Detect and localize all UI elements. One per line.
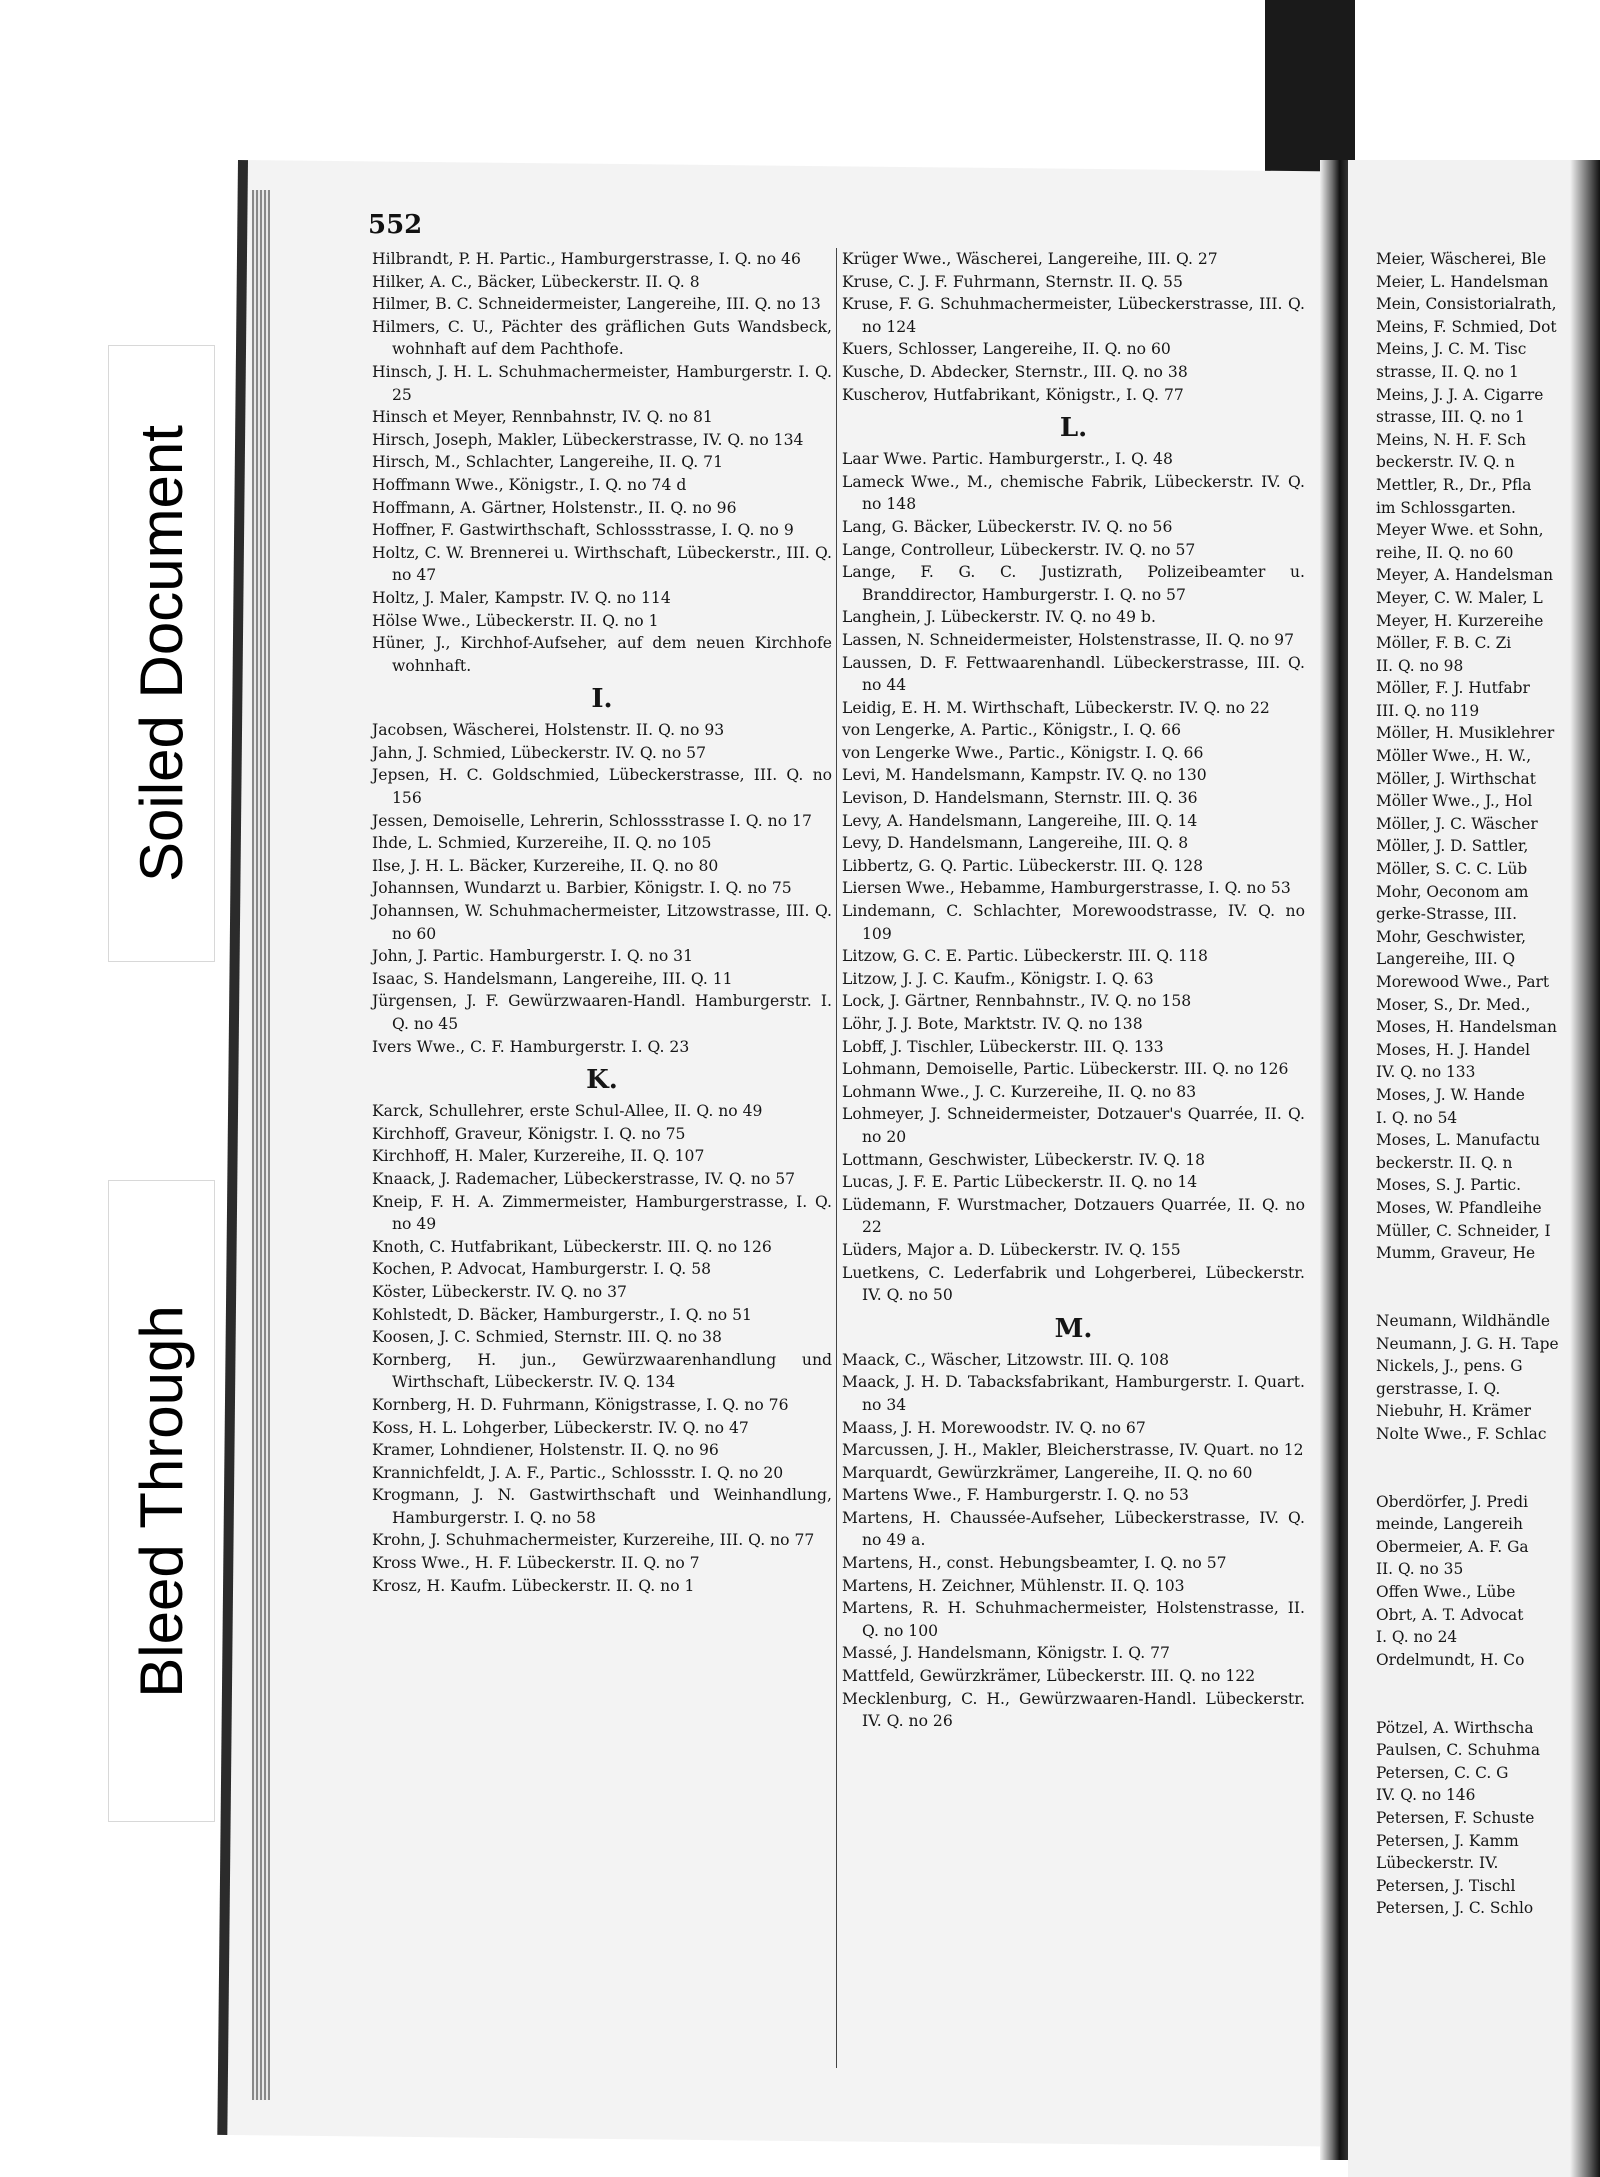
directory-entry: Krüger Wwe., Wäscherei, Langereihe, III. Q. 27 (842, 250, 1218, 268)
directory-entry: Moses, L. Manufactu (1376, 1131, 1541, 1150)
directory-entry: Maack, J. H. D. Tabacksfabrikant, Hamburgerstr. I. Quart. no 34 (842, 1373, 1305, 1414)
directory-entry: Kornberg, H. jun., Gewürzwaarenhandlung und Wirthschaft, Lübeckerstr. IV. Q. 134 (372, 1350, 832, 1392)
spacer (1376, 1445, 1600, 1468)
book-gutter (1320, 160, 1348, 2160)
directory-entry: Kuscherov, Hutfabrikant, Königstr., I. Q. 77 (842, 385, 1184, 404)
directory-entry: Meier, Wäscherei, Ble (1376, 250, 1547, 268)
directory-entry: Lucas, J. F. E. Partic Lübeckerstr. II. Q. no 14 (842, 1173, 1198, 1192)
directory-entry: Karck, Schullehrer, erste Schul-Allee, II. Q. no 49 (372, 1102, 763, 1121)
directory-entry: Obermeier, A. F. Ga (1376, 1537, 1529, 1556)
directory-entry: Mein, Consistorialrath, (1376, 295, 1557, 314)
directory-entry: Lübeckerstr. IV. (1376, 1854, 1499, 1873)
directory-entry: Martens, R. H. Schuhmachermeister, Holstenstrasse, II. Q. no 100 (842, 1599, 1305, 1640)
directory-entry: Krohn, J. Schuhmachermeister, Kurzereihe, III. Q. no 77 (372, 1531, 815, 1550)
directory-entry: Mohr, Oeconom am (1376, 882, 1529, 901)
directory-entry: Hilmer, B. C. Schneidermeister, Langereihe, III. Q. no 13 (372, 295, 821, 314)
directory-entry: strasse, III. Q. no 1 (1376, 408, 1525, 427)
directory-entry: Ivers Wwe., C. F. Hamburgerstr. I. Q. 23 (372, 1037, 690, 1056)
directory-entry: Kirchhoff, Graveur, Königstr. I. Q. no 75 (372, 1124, 686, 1143)
directory-entry: von Lengerke, A. Partic., Königstr., I. Q. 66 (842, 721, 1182, 740)
directory-entry: Lüdemann, F. Wurstmacher, Dotzauers Quarrée, II. Q. no 22 (842, 1195, 1305, 1237)
directory-entry: Moses, H. J. Handel (1376, 1040, 1531, 1059)
directory-entry: Lüders, Major a. D. Lübeckerstr. IV. Q. 155 (842, 1240, 1181, 1259)
directory-entry: Langereihe, III. Q (1376, 950, 1516, 969)
directory-entry: Leidig, E. H. M. Wirthschaft, Lübeckerstr. IV. Q. no 22 (842, 698, 1270, 717)
directory-entry: Kneip, F. H. A. Zimmermeister, Hamburgerstrasse, I. Q. no 49 (372, 1192, 832, 1234)
bleed-through-text: Bleed Through (128, 1304, 195, 1698)
middle-column (842, 248, 1305, 1733)
directory-entry: Koosen, J. C. Schmied, Sternstr. III. Q. no 38 (372, 1328, 722, 1347)
directory-entry: Lohmann, Demoiselle, Partic. Lübeckerstr. III. Q. no 126 (842, 1060, 1289, 1079)
section-heading: L. (1059, 413, 1088, 444)
directory-entry: Maack, C., Wäscher, Litzowstr. III. Q. 108 (842, 1350, 1170, 1369)
directory-entry: Moses, S. J. Partic. (1376, 1176, 1522, 1195)
section-heading: K. (586, 1065, 618, 1096)
directory-entry: Marcussen, J. H., Makler, Bleicherstrasse, IV. Quart. no 12 (842, 1441, 1304, 1460)
directory-entry: Hoffmann Wwe., Königstr., I. Q. no 74 d (372, 475, 687, 494)
page-number: 552 (368, 210, 423, 240)
directory-entry: Libbertz, G. Q. Partic. Lübeckerstr. III. Q. 128 (842, 856, 1204, 875)
bleed-through-label (108, 1180, 215, 1822)
directory-entry: Meyer, A. Handelsman (1376, 566, 1553, 585)
directory-entry: Morewood Wwe., Part (1376, 973, 1550, 991)
directory-entry: Möller Wwe., H. W., (1376, 747, 1532, 766)
directory-entry: Moses, J. W. Hande (1376, 1085, 1525, 1104)
directory-entry: Laussen, D. F. Fettwaarenhandl. Lübeckerstrasse, III. Q. no 44 (842, 653, 1305, 695)
directory-entry: Nickels, J., pens. G (1376, 1357, 1523, 1376)
directory-entry: Langhein, J. Lübeckerstr. IV. Q. no 49 b. (842, 608, 1156, 627)
directory-entry: Holtz, C. W. Brennerei u. Wirthschaft, Lübeckerstr., III. Q. no 47 (372, 543, 832, 585)
directory-entry: Köster, Lübeckerstr. IV. Q. no 37 (372, 1282, 627, 1301)
directory-entry: Mumm, Graveur, He (1376, 1244, 1536, 1263)
directory-entry: Krogmann, J. N. Gastwirthschaft und Weinhandlung, Hamburgerstr. I. Q. no 58 (372, 1486, 832, 1527)
directory-entry: Jahn, J. Schmied, Lübeckerstr. IV. Q. no 57 (372, 743, 707, 762)
section-heading: M. (1054, 1313, 1093, 1344)
directory-entry: Levy, D. Handelsmann, Langereihe, III. Q. 8 (842, 834, 1189, 853)
directory-entry: Martens Wwe., F. Hamburgerstr. I. Q. no 53 (842, 1486, 1189, 1505)
directory-entry: Kruse, F. G. Schuhmachermeister, Lübeckerstrasse, III. Q. no 124 (842, 295, 1305, 336)
directory-entry: Litzow, J. J. C. Kaufm., Königstr. I. Q. 63 (842, 969, 1154, 988)
directory-entry: Lobff, J. Tischler, Lübeckerstr. III. Q. 133 (842, 1037, 1164, 1056)
directory-entry: Petersen, J. Tischl (1376, 1876, 1516, 1895)
directory-entry: Lohmeyer, J. Schneidermeister, Dotzauer's Quarrée, II. Q. no 20 (842, 1105, 1305, 1146)
directory-entry: II. Q. no 98 (1376, 656, 1464, 675)
directory-entry: Paulsen, C. Schuhma (1376, 1741, 1541, 1760)
directory-entry: Möller Wwe., J., Hol (1376, 792, 1533, 811)
directory-entry: III. Q. no 119 (1376, 701, 1480, 720)
directory-entry: Levy, A. Handelsmann, Langereihe, III. Q. 14 (842, 811, 1198, 830)
directory-entry: Meyer, H. Kurzereihe (1376, 611, 1544, 630)
directory-entry: Möller, J. D. Sattler, (1376, 837, 1529, 856)
directory-entry: Hinsch et Meyer, Rennbahnstr, IV. Q. no 81 (372, 408, 713, 427)
directory-entry: Lohmann Wwe., J. C. Kurzereihe, II. Q. no 83 (842, 1082, 1197, 1101)
directory-entry: Möller, F. B. C. Zi (1376, 634, 1512, 653)
directory-entry: meinde, Langereih (1376, 1515, 1523, 1534)
directory-entry: Lange, Controlleur, Lübeckerstr. IV. Q. no 57 (842, 540, 1196, 559)
directory-entry: beckerstr. II. Q. n (1376, 1153, 1513, 1172)
directory-entry: im Schlossgarten. (1376, 498, 1516, 517)
directory-entry: Moses, H. Handelsman (1376, 1018, 1557, 1037)
directory-entry: Lang, G. Bäcker, Lübeckerstr. IV. Q. no 56 (842, 517, 1173, 536)
directory-entry: Möller, J. C. Wäscher (1376, 814, 1538, 833)
directory-entry: Löhr, J. J. Bote, Marktstr. IV. Q. no 138 (842, 1015, 1143, 1033)
directory-entry: Hilker, A. C., Bäcker, Lübeckerstr. II. Q. 8 (372, 272, 700, 291)
directory-entry: Jacobsen, Wäscherei, Holstenstr. II. Q. no 93 (372, 721, 725, 740)
directory-entry: Martens, H. Chaussée-Aufseher, Lübeckerstrasse, IV. Q. no 49 a. (842, 1508, 1305, 1550)
directory-entry: Möller, S. C. C. Lüb (1376, 860, 1528, 879)
directory-entry: Kruse, C. J. F. Fuhrmann, Sternstr. II. Q. 55 (842, 272, 1183, 291)
directory-entry: Knoth, C. Hutfabrikant, Lübeckerstr. III. Q. no 126 (372, 1237, 772, 1256)
directory-entry: von Lengerke Wwe., Partic., Königstr. I. Q. 66 (842, 743, 1204, 762)
directory-entry: Hüner, J., Kirchhof-Aufseher, auf dem neuen Kirchhofe wohnhaft. (372, 634, 832, 675)
directory-entry: Meyer Wwe. et Sohn, (1376, 521, 1544, 540)
directory-entry: Müller, C. Schneider, I (1376, 1221, 1551, 1240)
directory-entry: Mohr, Geschwister, (1376, 927, 1527, 946)
directory-entry: Kusche, D. Abdecker, Sternstr., III. Q. no 38 (842, 362, 1188, 381)
spacer (1376, 1671, 1600, 1694)
directory-entry: Ordelmundt, H. Co (1376, 1650, 1525, 1669)
directory-entry: Luetkens, C. Lederfabrik und Lohgerberei, Lübeckerstr. IV. Q. no 50 (842, 1263, 1305, 1305)
directory-entry: gerke-Strasse, III. (1376, 905, 1518, 924)
directory-entry: Massé, J. Handelsmann, Königstr. I. Q. 77 (842, 1644, 1170, 1663)
directory-entry: Neumann, J. G. H. Tape (1376, 1334, 1559, 1353)
directory-entry: reihe, II. Q. no 60 (1376, 543, 1514, 562)
directory-entry: IV. Q. no 133 (1376, 1063, 1476, 1082)
directory-entry: Kramer, Lohndiener, Holstenstr. II. Q. no 96 (372, 1441, 719, 1460)
directory-entry: Ilse, J. H. L. Bäcker, Kurzereihe, II. Q. no 80 (372, 856, 719, 875)
directory-entry: Koss, H. L. Lohgerber, Lübeckerstr. IV. Q. no 47 (372, 1418, 749, 1437)
directory-entry: Jürgensen, J. F. Gewürzwaaren-Handl. Hamburgerstr. I. Q. no 45 (372, 992, 832, 1033)
column-divider (836, 248, 837, 2068)
directory-entry: Neumann, Wildhändle (1376, 1311, 1550, 1330)
directory-entry: Lock, J. Gärtner, Rennbahnstr., IV. Q. no 158 (842, 992, 1192, 1011)
directory-entry: Lottmann, Geschwister, Lübeckerstr. IV. Q. 18 (842, 1150, 1206, 1169)
directory-entry: Mettler, R., Dr., Pfla (1376, 475, 1532, 494)
spacer (1376, 1265, 1600, 1288)
directory-entry: Meins, F. Schmied, Dot (1376, 317, 1557, 336)
directory-entry: Oberdörfer, J. Predi (1376, 1492, 1529, 1511)
directory-entry: Moser, S., Dr. Med., (1376, 995, 1531, 1014)
directory-entry: Moses, W. Pfandleihe (1376, 1198, 1542, 1217)
directory-entry: Hirsch, M., Schlachter, Langereihe, II. Q. 71 (372, 453, 723, 472)
spacer (1376, 1468, 1600, 1491)
directory-entry: Hilbrandt, P. H. Partic., Hamburgerstrasse, I. Q. no 46 (372, 250, 801, 268)
directory-entry: Kochen, P. Advocat, Hamburgerstr. I. Q. 58 (372, 1260, 712, 1279)
directory-entry: Kuers, Schlosser, Langereihe, II. Q. no 60 (842, 340, 1171, 359)
soiled-document-label (108, 345, 215, 962)
directory-entry: Kross Wwe., H. F. Lübeckerstr. II. Q. no 7 (372, 1554, 700, 1573)
directory-entry: Meins, N. H. F. Sch (1376, 430, 1526, 449)
directory-entry: Jepsen, H. C. Goldschmied, Lübeckerstrasse, III. Q. no 156 (372, 766, 832, 808)
left-column (372, 248, 832, 1597)
directory-entry: Johannsen, W. Schuhmachermeister, Litzowstrasse, III. Q. no 60 (372, 902, 832, 943)
directory-entry: Ihde, L. Schmied, Kurzereihe, II. Q. no 105 (372, 834, 712, 853)
directory-entry: beckerstr. IV. Q. n (1376, 453, 1515, 472)
directory-entry: Möller, J. Wirthschat (1376, 769, 1536, 788)
directory-entry: Meins, J. C. M. Tisc (1376, 340, 1527, 359)
directory-entry: Petersen, F. Schuste (1376, 1808, 1535, 1827)
directory-entry: Niebuhr, H. Krämer (1376, 1402, 1531, 1421)
page-edge (252, 190, 270, 2100)
directory-entry: Pötzel, A. Wirthscha (1376, 1718, 1534, 1737)
spacer (1376, 1287, 1600, 1310)
directory-entry: I. Q. no 54 (1376, 1108, 1458, 1127)
directory-entry: Kornberg, H. D. Fuhrmann, Königstrasse, I. Q. no 76 (372, 1395, 789, 1414)
directory-entry: Levi, M. Handelsmann, Kampstr. IV. Q. no 130 (842, 766, 1207, 785)
directory-entry: I. Q. no 24 (1376, 1628, 1458, 1647)
directory-entry: Martens, H. Zeichner, Mühlenstr. II. Q. 103 (842, 1576, 1185, 1595)
directory-entry: Obrt, A. T. Advocat (1376, 1605, 1524, 1624)
directory-entry: Holtz, J. Maler, Kampstr. IV. Q. no 114 (372, 588, 671, 607)
directory-entry: Möller, F. J. Hutfabr (1376, 679, 1530, 698)
directory-entry: Lameck Wwe., M., chemische Fabrik, Lübeckerstr. IV. Q. no 148 (842, 472, 1305, 514)
directory-entry: Levison, D. Handelsmann, Sternstr. III. Q. 36 (842, 789, 1198, 808)
directory-entry: Johannsen, Wundarzt u. Barbier, Königstr. I. Q. no 75 (372, 879, 792, 898)
section-heading: I. (591, 684, 613, 715)
soiled-document-text: Soiled Document (128, 425, 196, 882)
directory-entry: Lassen, N. Schneidermeister, Holstenstrasse, II. Q. no 97 (842, 630, 1295, 649)
spacer (1376, 1694, 1600, 1717)
directory-entry: Lindemann, C. Schlachter, Morewoodstrasse, IV. Q. no 109 (842, 902, 1305, 943)
directory-entry: John, J. Partic. Hamburgerstr. I. Q. no 31 (372, 947, 694, 966)
directory-entry: strasse, II. Q. no 1 (1376, 362, 1519, 381)
directory-entry: Jessen, Demoiselle, Lehrerin, Schlossstrasse I. Q. no 17 (372, 811, 812, 830)
right-column (1376, 248, 1600, 1920)
directory-entry: Mattfeld, Gewürzkrämer, Lübeckerstr. III. Q. no 122 (842, 1667, 1256, 1686)
directory-entry: Meyer, C. W. Maler, L (1376, 588, 1543, 607)
directory-entry: Hölse Wwe., Lübeckerstr. II. Q. no 1 (372, 611, 659, 630)
directory-entry: Kirchhoff, H. Maler, Kurzereihe, II. Q. 107 (372, 1147, 705, 1166)
directory-entry: Offen Wwe., Lübe (1376, 1583, 1516, 1602)
directory-entry: Krannichfeldt, J. A. F., Partic., Schlossstr. I. Q. no 20 (372, 1463, 784, 1482)
directory-entry: Mecklenburg, C. H., Gewürzwaaren-Handl. Lübeckerstr. IV. Q. no 26 (842, 1689, 1305, 1731)
directory-entry: Meins, J. J. A. Cigarre (1376, 385, 1544, 404)
directory-entry: Petersen, J. C. Schlo (1376, 1899, 1534, 1918)
directory-entry: Meier, L. Handelsman (1376, 272, 1549, 291)
directory-entry: Marquardt, Gewürzkrämer, Langereihe, II. Q. no 60 (842, 1463, 1253, 1482)
directory-entry: Knaack, J. Rademacher, Lübeckerstrasse, IV. Q. no 57 (372, 1169, 796, 1188)
directory-entry: Hirsch, Joseph, Makler, Lübeckerstrasse, IV. Q. no 134 (372, 430, 804, 449)
directory-entry: Martens, H., const. Hebungsbeamter, I. Q. no 57 (842, 1554, 1227, 1573)
directory-entry: Isaac, S. Handelsmann, Langereihe, III. Q. 11 (372, 969, 733, 988)
directory-entry: gerstrasse, I. Q. (1376, 1379, 1501, 1398)
directory-entry: Hilmers, C. U., Pächter des gräflichen Guts Wandsbeck, wohnhaft auf dem Pachthofe. (372, 317, 832, 359)
directory-entry: II. Q. no 35 (1376, 1560, 1464, 1579)
directory-entry: Petersen, C. C. G (1376, 1763, 1509, 1782)
directory-entry: Liersen Wwe., Hebamme, Hamburgerstrasse, I. Q. no 53 (842, 879, 1291, 898)
directory-entry: Lange, F. G. C. Justizrath, Polizeibeamter u. Branddirector, Hamburgerstr. I. Q. no 57 (842, 563, 1305, 604)
directory-entry: Laar Wwe. Partic. Hamburgerstr., I. Q. 48 (842, 450, 1173, 469)
directory-entry: Hinsch, J. H. L. Schuhmachermeister, Hamburgerstr. I. Q. 25 (372, 362, 832, 404)
directory-entry: IV. Q. no 146 (1376, 1786, 1476, 1805)
directory-entry: Hoffmann, A. Gärtner, Holstenstr., II. Q. no 96 (372, 498, 737, 517)
directory-entry: Krosz, H. Kaufm. Lübeckerstr. II. Q. no 1 (372, 1576, 695, 1595)
directory-entry: Petersen, J. Kamm (1376, 1831, 1519, 1850)
directory-entry: Kohlstedt, D. Bäcker, Hamburgerstr., I. Q. no 51 (372, 1305, 752, 1324)
directory-entry: Maass, J. H. Morewoodstr. IV. Q. no 67 (842, 1418, 1146, 1437)
directory-entry: Hoffner, F. Gastwirthschaft, Schlossstrasse, I. Q. no 9 (372, 521, 794, 540)
directory-entry: Litzow, G. C. E. Partic. Lübeckerstr. III. Q. 118 (842, 947, 1208, 966)
directory-entry: Möller, H. Musiklehrer (1376, 724, 1555, 743)
directory-entry: Nolte Wwe., F. Schlac (1376, 1424, 1547, 1443)
